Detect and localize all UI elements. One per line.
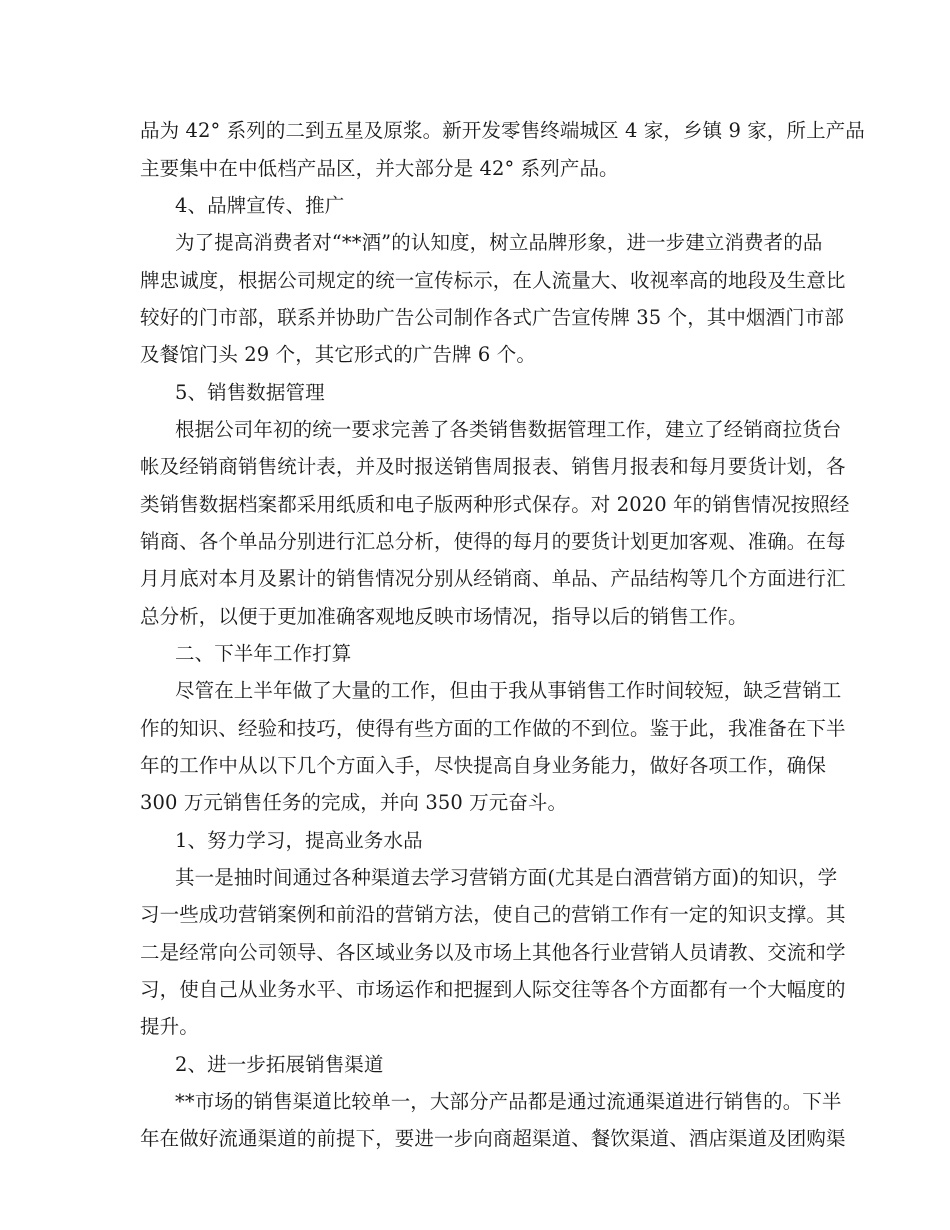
body-text-line: 帐及经销商销售统计表，并及时报送销售周报表、销售月报表和每月要货计划，各 [140,455,846,478]
body-text-line: 类销售数据档案都采用纸质和电子版两种形式保存。对 2020 年的销售情况按照经 [140,493,850,516]
body-text-line: 品为 42° 系列的二到五星及原浆。新开发零售终端城区 4 家，乡镇 9 家，所上产品 [140,119,865,142]
body-text-line: 牌忠诚度，根据公司规定的统一宣传标示，在人流量大、收视率高的地段及生意比 [140,269,846,292]
body-text-line: 作的知识、经验和技巧，使得有些方面的工作做的不到位。鉴于此，我准备在下半 [140,717,846,740]
body-text-line: 二是经常向公司领导、各区域业务以及市场上其他各行业营销人员请教、交流和学 [140,941,846,964]
body-text-line: 月月底对本月及累计的销售情况分别从经销商、单品、产品结构等几个方面进行汇 [140,567,846,590]
body-text-line: 年的工作中从以下几个方面入手，尽快提高自身业务能力，做好各项工作，确保 [140,754,827,777]
body-text-line: 总分析，以便于更加准确客观地反映市场情况，指导以后的销售工作。 [140,605,748,628]
paragraph-first-line: 根据公司年初的统一要求完善了各类销售数据管理工作，建立了经销商拉货台 [175,418,842,441]
paragraph-first-line: 为了提高消费者对“**酒”的认知度，树立品牌形象，进一步建立消费者的品 [175,231,823,254]
body-text-line: 提升。 [140,1015,199,1038]
body-text-line: 销商、各个单品分别进行汇总分析，使得的每月的要货计划更加客观、准确。在每 [140,530,846,553]
paragraph-first-line: 其一是抽时间通过各种渠道去学习营销方面(尤其是白酒营销方面)的知识，学 [175,866,838,889]
section-heading: 1、努力学习，提高业务水品 [175,829,423,852]
section-heading: 4、品牌宣传、推广 [175,194,345,217]
body-text-line: 较好的门市部，联系并协助广告公司制作各式广告宣传牌 35 个，其中烟酒门市部 [140,306,845,329]
body-text-line: 300 万元销售任务的完成，并向 350 万元奋斗。 [140,791,568,814]
body-text-line: 习，使自己从业务水平、市场运作和把握到人际交往等各个方面都有一个大幅度的 [140,978,846,1001]
body-text-line: 主要集中在中低档产品区，并大部分是 42° 系列产品。 [140,157,619,180]
body-text-line: 及餐馆门头 29 个，其它形式的广告牌 6 个。 [140,343,536,366]
body-text-line: 年在做好流通渠道的前提下，要进一步向商超渠道、餐饮渠道、酒店渠道及团购渠 [140,1127,846,1150]
section-heading: 2、进一步拓展销售渠道 [175,1053,384,1076]
paragraph-first-line: **市场的销售渠道比较单一，大部分产品都是通过流通渠道进行销售的。下半 [175,1090,842,1113]
body-text-line: 习一些成功营销案例和前沿的营销方法，使自己的营销工作有一定的知识支撑。其 [140,903,846,926]
paragraph-first-line: 尽管在上半年做了大量的工作，但由于我从事销售工作时间较短，缺乏营销工 [175,679,842,702]
section-heading: 5、销售数据管理 [175,381,325,404]
section-heading: 二、下半年工作打算 [175,642,352,665]
